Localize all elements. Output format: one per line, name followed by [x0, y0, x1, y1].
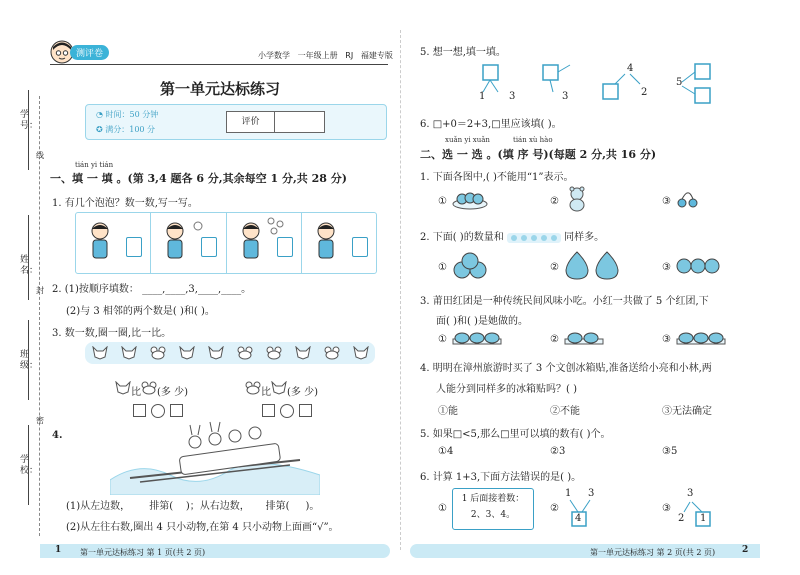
- boy-icon: [312, 221, 340, 265]
- star-icon: ✪: [96, 125, 103, 134]
- dots-icon: [507, 233, 561, 243]
- bubble-cell: [76, 213, 151, 273]
- section2-heading: 二、选 一 选 。(填 序 号)(每题 2 分,共 16 分): [420, 148, 657, 161]
- cherries-icon: [676, 192, 700, 208]
- seal-char-line: 线: [36, 151, 44, 160]
- s2q6-opt3-marker[interactable]: ③: [662, 503, 671, 514]
- mouse-icon: [266, 346, 282, 360]
- s2q1-text: 1. 下面各图中,( )不能用“1”表示。: [420, 172, 574, 183]
- school-underline: [28, 425, 29, 505]
- answer-box[interactable]: [352, 237, 368, 257]
- s2q4-opt2[interactable]: ②不能: [550, 406, 580, 417]
- left-page-number: 1: [55, 545, 62, 555]
- answer-box[interactable]: [170, 404, 183, 417]
- oranges-icon: [452, 252, 492, 280]
- s2q6-opt1-line1: 1 后面接着数：: [461, 494, 525, 504]
- boy-icon: [86, 221, 114, 265]
- section2-pinyin-1: xuǎn yi xuǎn: [445, 136, 490, 144]
- fox-icon: [295, 346, 311, 360]
- q2b-text: (2)与 3 相邻的两个数是( )和( )。: [66, 306, 215, 317]
- roller-coaster-illustration: [110, 420, 320, 495]
- section1-heading: 一、填 一 填 。(第 3,4 题各 6 分,其余每空 1 分,共 28 分): [50, 172, 347, 185]
- s2q1-opt1[interactable]: ①: [438, 196, 447, 207]
- s2q4-line2: 人能分到同样多的冰箱贴吗？( ): [436, 384, 577, 395]
- q5-num-3: 3: [562, 91, 569, 102]
- s2q6-opt2-num1: 1: [565, 488, 572, 499]
- seal-char-seal: 封: [36, 286, 44, 295]
- q3-text: 3. 数一数,圈一圈,比一比。: [52, 328, 172, 339]
- s2q1-opt2[interactable]: ②: [550, 196, 559, 207]
- header-subject: 小学数学: [258, 51, 290, 60]
- mouse-icon: [141, 381, 157, 395]
- s2q3-line2: 面( )和( )是她做的。: [436, 316, 528, 327]
- answer-circle[interactable]: [280, 404, 294, 418]
- q2a-blanks[interactable]: ____,____,3,____,____。: [142, 284, 252, 295]
- fox-icon: [271, 381, 287, 395]
- brand-label: 测评卷: [70, 45, 109, 60]
- s2q3-line1: 3. 莆田红团是一种传统民间风味小吃。小红一共做了 5 个红团,下: [420, 296, 709, 307]
- q1-text: 1. 有几个泡泡？数一数,写一写。: [52, 198, 198, 209]
- bear-icon: [565, 186, 589, 212]
- pears-icon: [562, 248, 622, 280]
- s2q5-text: 5. 如果□<5,那么□里可以填的数有( )个。: [420, 429, 611, 440]
- header-rule: [50, 64, 388, 65]
- compare-right: 比 (多 少): [245, 381, 318, 398]
- bubble-panel: [75, 212, 377, 274]
- id-underline: [28, 90, 29, 170]
- answer-box[interactable]: [299, 404, 312, 417]
- score-text: ✪ 满分：100 分: [96, 125, 156, 134]
- fox-icon: [115, 381, 131, 395]
- q5-num-1: 1: [479, 91, 486, 102]
- s2q6-opt2-num3: 4: [575, 513, 582, 524]
- s2q6-opt1-line2: 2、3、4。: [470, 510, 516, 520]
- q4-number: 4.: [52, 430, 63, 441]
- fruit-plate-icon: [452, 190, 488, 210]
- q5-text: 5. 想一想,填一填。: [420, 47, 506, 58]
- boy-icon: [161, 221, 189, 265]
- s2q6-opt2-marker[interactable]: ②: [550, 503, 559, 514]
- page-title: 第一单元达标练习: [160, 80, 281, 98]
- fox-icon: [353, 346, 369, 360]
- s2q6-opt2-num2: 3: [588, 488, 595, 499]
- clock-icon: ◔: [96, 110, 103, 119]
- class-label: 班级：: [20, 350, 39, 371]
- class-underline: [28, 320, 29, 400]
- answer-box[interactable]: [126, 237, 142, 257]
- s2q2-text: 2. 下面( )的数量和 同样多。: [420, 232, 605, 243]
- s2q6-text: 6. 计算 1+3,下面方法错误的是( )。: [420, 472, 582, 483]
- compare-left-boxes: [133, 400, 183, 419]
- q5-num-2: 3: [509, 91, 516, 102]
- binding-line: [39, 96, 40, 536]
- tomatoes-icon: [676, 256, 722, 274]
- bubble-cell: [151, 213, 226, 273]
- s2q2-opt1[interactable]: ①: [438, 262, 447, 273]
- section2-pinyin-2: tián xù hào: [513, 136, 553, 144]
- bubble-cell: [227, 213, 302, 273]
- mouse-icon: [237, 346, 253, 360]
- bubble-icon: [191, 219, 205, 233]
- s2q5-opt3[interactable]: ③5: [662, 446, 678, 457]
- compare-left: 比 (多 少): [115, 381, 188, 398]
- id-label: 学号：: [20, 110, 39, 131]
- fox-icon: [179, 346, 195, 360]
- q2a-text: 2. (1)按顺序填数： ____,____,3,____,____。: [52, 284, 252, 295]
- name-label: 姓名：: [20, 255, 39, 276]
- q6-text[interactable]: 6. □+0＝2+3,□里应该填( )。: [420, 119, 562, 130]
- left-footer-text: 第一单元达标练习 第 1 页(共 2 页): [80, 548, 206, 557]
- answer-box[interactable]: [277, 237, 293, 257]
- s2q6-opt3-num3: 1: [700, 513, 707, 524]
- decomposition-diagrams: [470, 60, 730, 110]
- fox-icon: [92, 346, 108, 360]
- header-region: 福建专版: [360, 51, 393, 60]
- header-grade: 一年级上册: [297, 51, 338, 60]
- s2q2-opt3[interactable]: ③: [662, 262, 671, 273]
- compare-right-boxes: [262, 400, 312, 419]
- answer-box[interactable]: [201, 237, 217, 257]
- fox-icon: [121, 346, 137, 360]
- bubbles-icon: [265, 215, 287, 237]
- right-page-number: 2: [742, 545, 749, 555]
- right-footer-text: 第一单元达标练习 第 2 页(共 2 页): [590, 548, 716, 557]
- s2q6-opt1-box: [452, 488, 534, 530]
- red-cakes-icon: [452, 330, 502, 346]
- answer-box[interactable]: [262, 404, 275, 417]
- mouse-icon: [245, 381, 261, 395]
- s2q6-opt1-marker[interactable]: ①: [438, 503, 447, 514]
- school-label: 学校：: [20, 455, 39, 476]
- section1-pinyin: tián yi tián: [75, 161, 114, 169]
- page-divider: [400, 30, 401, 550]
- q4a-text: (1)从左边数， 排第( )；从右边数， 排第( )。: [66, 501, 320, 512]
- bubble-cell: [302, 213, 376, 273]
- s2q2-opt2[interactable]: ②: [550, 262, 559, 273]
- seal-char-secret: 密: [36, 416, 44, 425]
- boy-icon: [237, 221, 265, 265]
- eval-field[interactable]: [275, 112, 324, 132]
- header-meta: [258, 50, 393, 61]
- info-panel: [85, 104, 387, 140]
- s2q4-line1: 4. 明明在漳州旅游时买了 3 个文创冰箱贴,准备送给小亮和小林,两: [420, 363, 712, 374]
- s2q6-opt3-num1: 3: [687, 488, 694, 499]
- s2q5-opt2[interactable]: ②3: [550, 446, 566, 457]
- eval-box: [226, 111, 325, 133]
- s2q4-opt3[interactable]: ③无法确定: [662, 406, 712, 417]
- red-cakes-icon: [676, 330, 726, 346]
- q5-num-5: 2: [641, 87, 648, 98]
- red-cakes-icon: [564, 330, 604, 346]
- q5-num-6: 5: [676, 77, 683, 88]
- animal-row: [85, 342, 375, 364]
- mouse-icon: [150, 346, 166, 360]
- s2q5-opt1[interactable]: ①4: [438, 446, 454, 457]
- q4b-text: (2)从左往右数,圈出 4 只小动物,在第 4 只小动物上面画“√”。: [66, 522, 339, 533]
- s2q3-opt3[interactable]: ③: [662, 334, 671, 345]
- fox-icon: [208, 346, 224, 360]
- s2q1-opt3[interactable]: ③: [662, 196, 671, 207]
- eval-label: 评价: [227, 112, 275, 132]
- name-underline: [28, 215, 29, 300]
- mouse-icon: [324, 346, 340, 360]
- s2q3-opt1[interactable]: ①: [438, 334, 447, 345]
- answer-circle[interactable]: [151, 404, 165, 418]
- answer-box[interactable]: [133, 404, 146, 417]
- s2q4-opt1[interactable]: ①能: [438, 406, 458, 417]
- s2q6-opt3-num2: 2: [678, 513, 685, 524]
- time-text: ◔ 时间：50 分钟: [96, 110, 159, 119]
- s2q3-opt2[interactable]: ②: [550, 334, 559, 345]
- q5-num-4: 4: [627, 63, 634, 74]
- header-edition: RJ: [345, 51, 354, 60]
